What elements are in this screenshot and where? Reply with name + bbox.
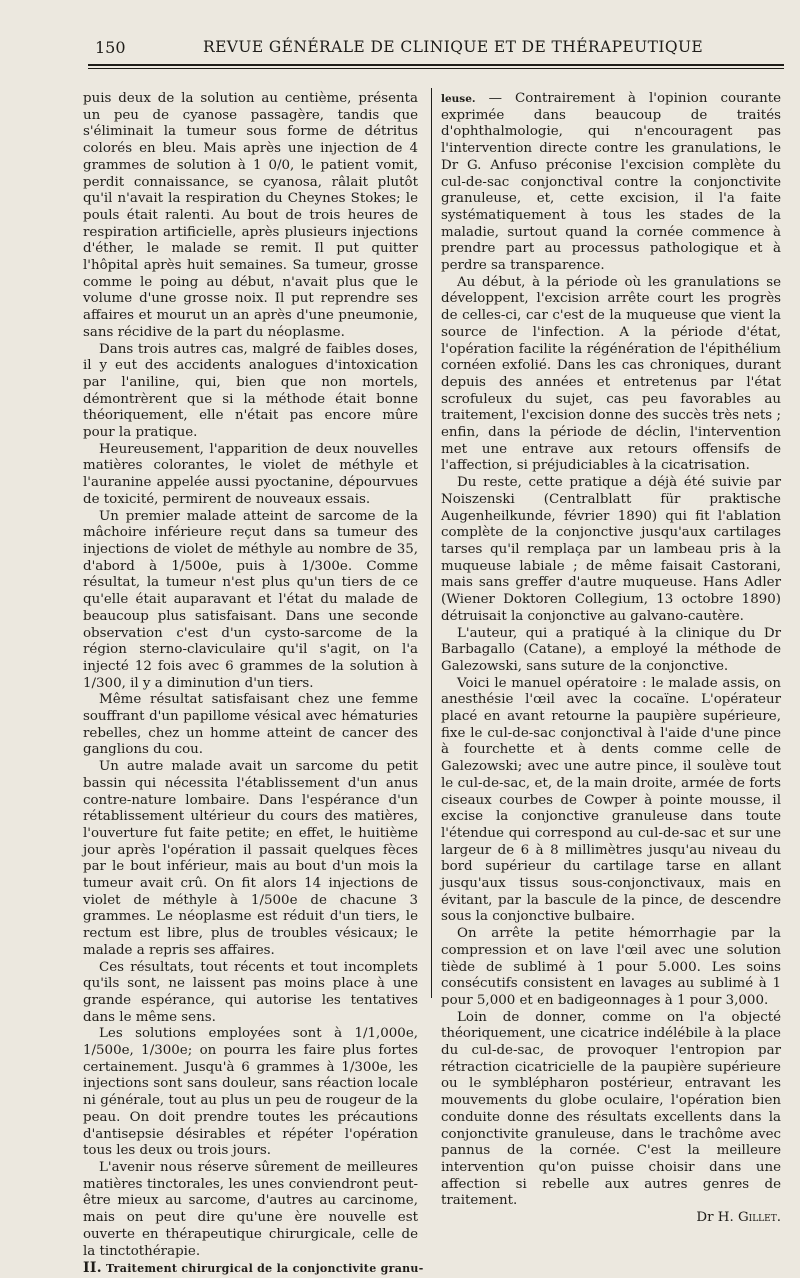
running-title: REVUE GÉNÉRALE DE CLINIQUE ET DE THÉRAPEUTIQUE bbox=[203, 38, 704, 56]
page-header bbox=[95, 38, 785, 62]
page-number: 150 bbox=[95, 38, 126, 57]
paragraph: On arrête la petite hémorrhagie par la compression et on lave l'œil avec une solution tiède de sublimé à 1 pour 5.000. Les soins consécutifs consistent en lavages au sublimé à 1 pour 5,000 et en badigeonnages à 1 pour 3,000. bbox=[441, 926, 781, 1008]
paragraph: Les solutions employées sont à 1/1,000e, 1/500e, 1/300e; on pourra les faire plus fortes certainement. Jusqu'à 6 grammes à 1/300e, les injections sont sans douleur, sans réaction locale ni générale, tout au plus un peu de rougeur de la peau. On doit prendre toutes les précautions d'antisepsie désirables et répéter l'opération tous les deux ou trois jours. bbox=[83, 1026, 418, 1159]
paragraph: L'avenir nous réserve sûrement de meilleures matières tinctorales, les unes conviendront peut-être mieux au sarcome, d'autres au carcinome, mais on peut dire qu'une ère nouvelle est ouverte en thérapeutique chirurgicale, celle de la tinctothérapie. bbox=[83, 1160, 418, 1259]
header-rule-thin bbox=[88, 68, 784, 69]
section-heading bbox=[83, 1260, 424, 1278]
section-title: Traitement chirurgical de la conjonctivite granu- bbox=[106, 1262, 424, 1276]
paragraph: Du reste, cette pratique a déjà été suivie par Noiszenski (Centralblatt für praktische Augenheilkunde, février 1890) qui fit l'ablation complète de la conjonctive jusqu'aux cartilages tarses qu'il remplaça par un lambeau pris à la muqueuse labiale ; de même faisait Castorani, mais sans greffer d'autre muqueuse. Hans Adler (Wiener Doktoren Collegium, 13 octobre 1890) détruisait la conjonctive au galvano-cautère. bbox=[441, 475, 781, 624]
paragraph: Un premier malade atteint de sarcome de la mâchoire inférieure reçut dans sa tumeur des injections de violet de méthyle au nombre de 35, d'abord à 1/500e, puis à 1/300e. Comme résultat, la tumeur n'est plus qu'un tiers de ce qu'elle était auparavant et l'état du malade de beaucoup plus satisfaisant. Dans une seconde observation c'est d'un cysto-sarcome de la région sterno-claviculaire qu'il s'agit, on l'a injecté 12 fois avec 6 grammes de la solution à 1/300, il y a diminution d'un tiers. bbox=[83, 508, 418, 691]
paragraph: Dans trois autres cas, malgré de faibles doses, il y eut des accidents analogues d'intoxication par l'aniline, qui, bien que non mortels, démontrèrent que si la méthode était bonne théoriquement, elle n'était pas encore mûre pour la pratique. bbox=[83, 341, 418, 441]
paragraph: Ces résultats, tout récents et tout incomplets qu'ils sont, ne laissent pas moins place à une grande espérance, qui autorise les tentatives dans le même sens. bbox=[83, 959, 418, 1025]
column-divider bbox=[431, 88, 432, 998]
paragraph: Même résultat satisfaisant chez une femme souffrant d'un papillome vésical avec hématuries rebelles, chez un homme atteint de cancer des ganglions du cou. bbox=[83, 692, 418, 758]
signature-name: H. Gillet. bbox=[717, 1210, 781, 1226]
section-number: II. bbox=[83, 1260, 102, 1277]
paragraph: Loin de donner, comme on l'a objecté théoriquement, une cicatrice indélébile à la place du cul-de-sac, de provoquer l'entropion par rétraction cicatricielle de la paupière supérieure ou le symblépharon postérieur, entravant les mouvements du globe oculaire, l'opération bien conduite donne des résultats excellents dans la conjonctivite granuleuse, dans le trachôme avec pannus de la cornée. C'est la meilleure intervention qu'on puisse choisir dans une affection si rebelle aux autres genres de traitement. bbox=[441, 1009, 781, 1209]
lead-word: leuse. bbox=[441, 93, 476, 105]
paragraph: Au début, à la période où les granulations se développent, l'excision arrête court les progrès de celles-ci, car c'est de la muqueuse que vient la source de l'infection. A la période d'état, l'opération facilite la régénération de l'épithélium cornéen exfolié. Dans les cas chroniques, durant depuis des années et entretenus par l'état scrofuleux du sujet, cas peu favorables au traitement, l'excision donne des succès très nets ; enfin, dans la période de déclin, l'intervention met une entrave aux retours offensifs de l'affection, si préjudiciables à la cicatrisation. bbox=[441, 274, 781, 474]
paragraph: L'auteur, qui a pratiqué à la clinique du Dr Barbagallo (Catane), a employé la méthode de Galezowski, sans suture de la conjonctive. bbox=[441, 625, 781, 674]
paragraph: puis deux de la solution au centième, présenta un peu de cyanose passagère, tandis que s'éliminait la tumeur sous forme de détritus colorés en bleu. Mais après une injection de 4 grammes de solution à 1 0/0, le patient vomit, perdit connaissance, se cyanosa, râlait plutôt qu'il n'avait la respiration du Cheynes Stokes; le pouls était ralenti. Au bout de trois heures de respiration artificielle, après plusieurs injections d'éther, le malade se remit. Il put quitter l'hôpital après huit semaines. Sa tumeur, grosse comme le poing au début, n'avait plus que le volume d'une grosse noix. Il put reprendre ses affaires et mourut un an après d'une pneumonie, sans récidive de la part du néoplasme. bbox=[83, 91, 418, 340]
paragraph bbox=[441, 91, 781, 275]
signature bbox=[441, 1210, 781, 1227]
paragraph-text: — Contrairement à l'opinion courante exprimée dans beaucoup de traités d'ophthalmologie, qui n'encouragent pas l'intervention directe contre les granulations, le Dr G. Anfuso préconise l'excision complète du cul-de-sac conjonctival contre la conjonctivite granuleuse, et, cette excision, il l'a faite systématiquement à tous les stades de la maladie, surtout quand la cornée commence à prendre part au processus pathologique et à perdre sa transparence. bbox=[441, 91, 781, 274]
paragraph: Heureusement, l'apparition de deux nouvelles matières colorantes, le violet de méthyle et l'auranine appelée aussi pyoctanine, dépourvues de toxicité, permirent de nouveaux essais. bbox=[83, 441, 418, 507]
signature-title: Dr bbox=[696, 1210, 714, 1226]
paragraph: Voici le manuel opératoire : le malade assis, on anesthésie l'œil avec la cocaïne. L'opérateur placé en avant retourne la paupière supérieure, fixe le cul-de-sac conjonctival à l'aide d'une pince à fourchette et à dents comme celle de Galezowski; avec une autre pince, il soulève tout le cul-de-sac, et, de la main droite, armée de forts ciseaux courbes de Cowper à pointe mousse, il excise la conjonctive granuleuse dans toute l'étendue qui correspond au cul-de-sac et sur une largeur de 6 à 8 millimètres jusqu'au niveau du bord supérieur du cartilage tarse en allant jusqu'aux tissus sous-conjonctivaux, mais en évitant, par la bascule de la pince, de descendre sous la conjonctive bulbaire. bbox=[441, 675, 781, 925]
header-rule bbox=[88, 64, 784, 66]
paragraph: Un autre malade avait un sarcome du petit bassin qui nécessita l'établissement d'un anus contre-nature lombaire. Dans l'espérance d'un rétablissement ultérieur du cours des matières, l'ouverture fut faite petite; en effet, le huitième jour après l'opération il passait quelques fèces par le bout inférieur, mais au bout d'un mois la tumeur avait crû. On fit alors 14 injections de violet de méthyle à 1/500e de chacune 3 grammes. Le néoplasme est réduit d'un tiers, le rectum est libre, plus de troubles vésicaux; le malade a repris ses affaires. bbox=[83, 759, 418, 958]
right-column bbox=[441, 91, 781, 1227]
left-column bbox=[83, 91, 424, 1278]
